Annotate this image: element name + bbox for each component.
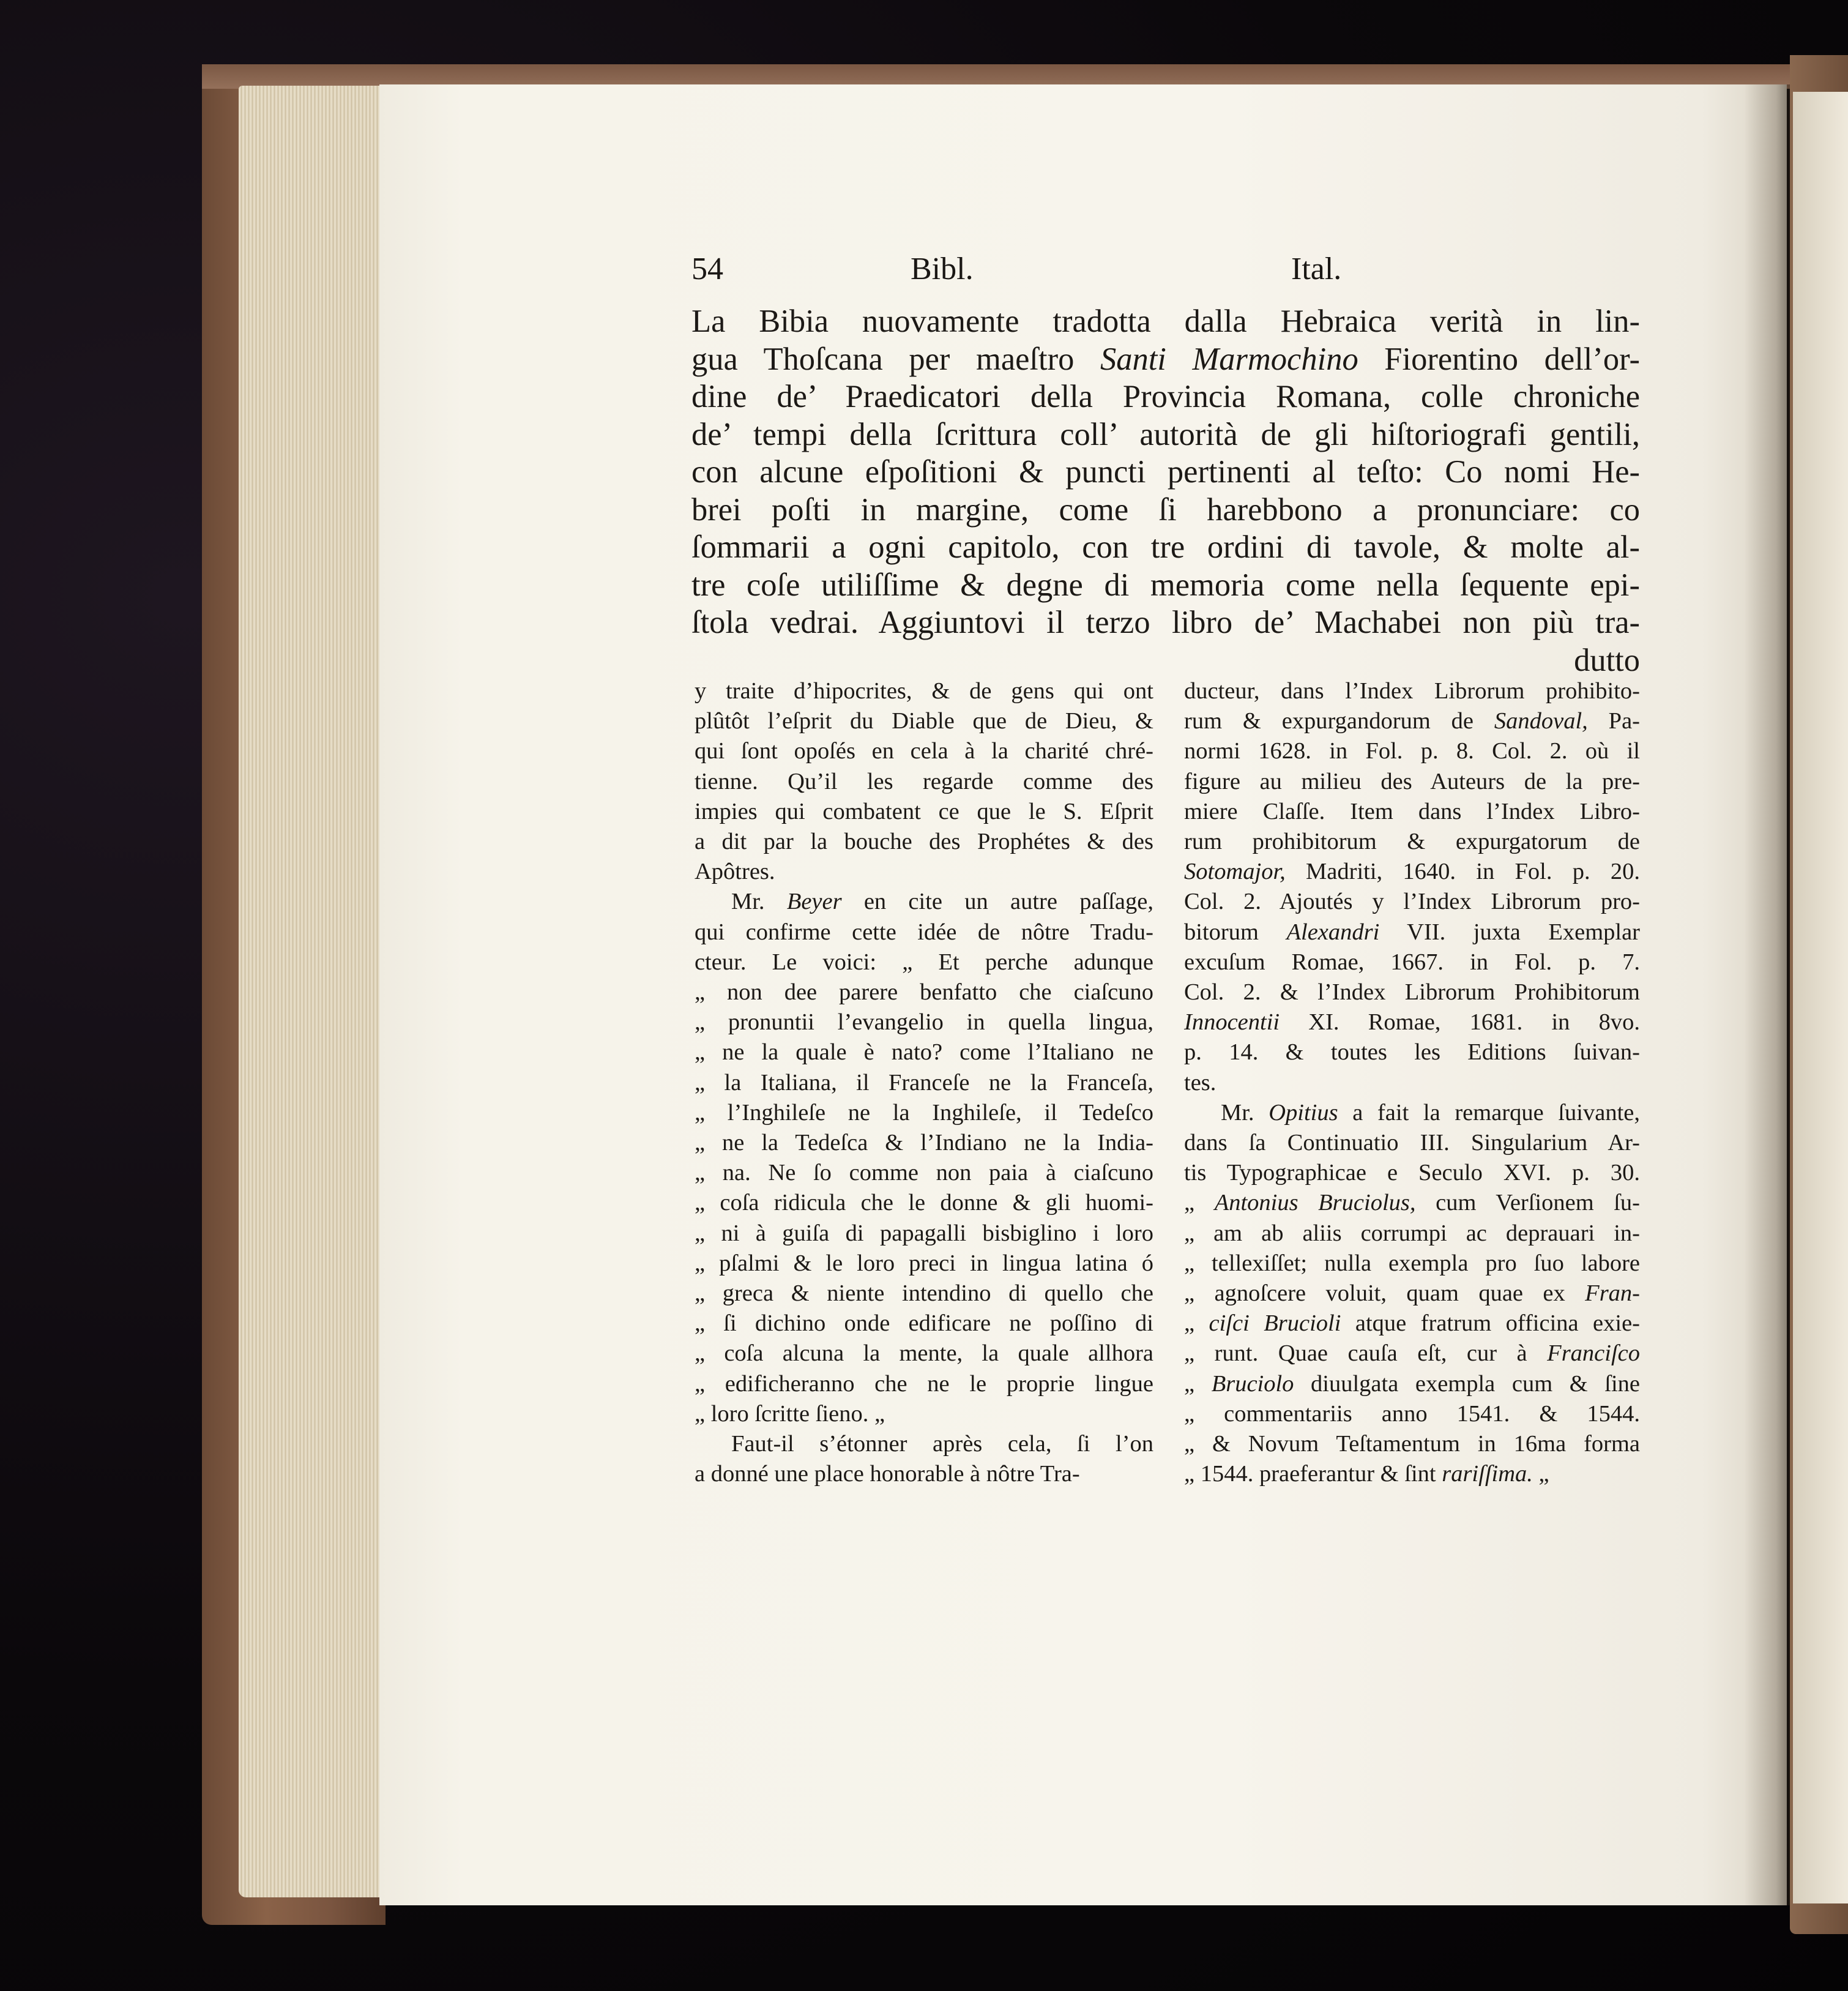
text-line: figure au milieu des Auteurs de la pre- (1184, 768, 1640, 794)
text-line: „ commentariis anno 1541. & 1544. (1184, 1400, 1640, 1427)
text-line: „ tellexiſſet; nulla exempla pro ſuo labore (1184, 1250, 1640, 1276)
text-line: „ ne la Tedeſca & l’Indiano ne la India- (695, 1130, 1153, 1156)
right-column (1184, 676, 1640, 1489)
text-line: Col. 2. Ajoutés y l’Index Librorum pro- (1184, 889, 1640, 915)
text-line: La Bibia nuovamente tradotta dalla Hebraica verità in lin- (691, 304, 1640, 339)
page-number: 54 (691, 252, 723, 286)
text-line: „ non dee parere benfatto che ciaſcuno (695, 979, 1153, 1006)
text-line: y traite d’hipocrites, & de gens qui ont (695, 678, 1153, 704)
text-line: plûtôt l’eſprit du Diable que de Dieu, & (695, 708, 1153, 734)
text-line: „ Antonius Bruciolus, cum Verſionem ſu- (1184, 1190, 1641, 1216)
text-line: ducteur, dans l’Index Librorum prohibito- (1184, 678, 1640, 704)
text-line: tis Typographicae e Seculo XVI. p. 30. (1184, 1160, 1640, 1186)
text-line: „ ne la quale è nato? come l’Italiano ne (695, 1039, 1153, 1066)
text-line: tienne. Qu’il les regarde comme des (695, 768, 1153, 794)
text-line: Col. 2. & l’Index Librorum Prohibitorum (1184, 979, 1640, 1006)
text-line: „ 1544. praeferantur & ſint rariſſima. „ (1184, 1461, 1549, 1487)
text-line: „ l’Inghileſe ne la Inghileſe, il Tedeſco (695, 1099, 1153, 1126)
text-line: „ loro ſcritte ſieno. „ (695, 1400, 885, 1427)
text-line: cteur. Le voici: „ Et perche adunque (695, 949, 1153, 975)
text-line: miere Claſſe. Item dans l’Index Libro- (1184, 798, 1640, 824)
text-line: excuſum Romae, 1667. in Fol. p. 7. (1184, 949, 1640, 975)
text-line: rum & expurgandorum de Sandoval, Pa- (1184, 708, 1640, 734)
text-line: brei poſti in margine, come ſi harebbono a pronunciare: co (691, 491, 1640, 528)
text-line: dine de’ Praedicatori della Provincia Romana, colle chroniche (691, 379, 1640, 414)
text-line: „ ſi dichino onde edificare ne poſſino di (695, 1310, 1153, 1337)
text-line: Faut-il s’étonner après cela, ſi l’on (731, 1431, 1153, 1457)
text-line: Sotomajor, Madriti, 1640. in Fol. p. 20. (1184, 859, 1640, 885)
text-line: gua Thoſcana per maeſtro Santi Marmochino Fiorentino dell’or- (691, 341, 1641, 377)
text-line: „ ni à guiſa di papagalli bisbiglino i loro (695, 1220, 1153, 1246)
text-line: Mr. Beyer en cite un autre paſſage, (731, 889, 1153, 915)
text-line: „ agnoſcere voluit, quam quae ex Fran- (1184, 1280, 1640, 1307)
gutter-shadow (1744, 84, 1790, 1905)
text-line: qui confirme cette idée de nôtre Tradu- (695, 919, 1153, 945)
text-line: „ runt. Quae cauſa eſt, cur à Franciſco (1184, 1340, 1640, 1367)
text-line: „ Bruciolo diuulgata exempla cum & ſine (1184, 1370, 1641, 1397)
page-edges (239, 86, 379, 1897)
left-column (695, 676, 1153, 1489)
bible-entry-title (691, 303, 1640, 679)
text-line: qui ſont opoſés en cela à la charité chré- (695, 738, 1153, 764)
text-line: „ & Novum Teſtamentum in 16ma forma (1184, 1431, 1640, 1457)
text-line: tre coſe utiliſſime & degne di memoria come nella ſequente epi- (691, 567, 1640, 603)
text-line: „ pronuntii l’evangelio in quella lingua, (695, 1009, 1153, 1036)
text-line: impies qui combatent ce que le S. Eſprit (695, 798, 1153, 824)
text-line: bitorum Alexandri VII. juxta Exemplar (1184, 919, 1641, 945)
text-line: „ la Italiana, il Franceſe ne la Franceſa, (695, 1069, 1153, 1096)
text-line: con alcune eſpoſitioni & puncti pertinenti al teſto: Co nomi He- (691, 454, 1640, 490)
text-line: de’ tempi della ſcrittura coll’ autorità de gli hiſtoriografi gentili, (691, 416, 1640, 452)
text-line: „ pſalmi & le loro preci in lingua latina ó (695, 1250, 1153, 1276)
text-line: „ ciſci Brucioli atque fratrum officina exie- (1184, 1310, 1640, 1337)
text-line: Mr. Opitius a fait la remarque ſuivante, (1221, 1099, 1640, 1126)
text-line: dans ſa Continuatio III. Singularium Ar- (1184, 1130, 1640, 1156)
text-line: ſtola vedrai. Aggiuntovi il terzo libro de’ Machabei non più tra- (691, 605, 1640, 640)
running-head-right: Ital. (1291, 252, 1342, 286)
text-line: tes. (1184, 1069, 1216, 1096)
text-line: Apôtres. (695, 859, 775, 885)
text-line: rum prohibitorum & expurgatorum de (1184, 829, 1640, 855)
text-line: „ na. Ne ſo comme non paia à ciaſcuno (695, 1160, 1153, 1186)
text-line: a donné une place honorable à nôtre Tra- (695, 1461, 1080, 1487)
text-line: a dit par la bouche des Prophétes & des (695, 829, 1153, 855)
text-line: „ coſa alcuna la mente, la quale allhora (695, 1340, 1153, 1367)
text-line: „ greca & niente intendino di quello che (695, 1280, 1153, 1307)
text-line: Innocentii XI. Romae, 1681. in 8vo. (1184, 1009, 1640, 1036)
running-head-left: Bibl. (911, 252, 974, 286)
text-line: p. 14. & toutes les Editions ſuivan- (1184, 1039, 1640, 1066)
text-line: „ edificheranno che ne le proprie lingue (695, 1370, 1153, 1397)
text-line: „ coſa ridicula che le donne & gli huomi- (695, 1190, 1153, 1216)
text-line: „ am ab aliis corrumpi ac deprauari in- (1184, 1220, 1640, 1246)
text-line: dutto (1574, 642, 1640, 678)
text-line: normi 1628. in Fol. p. 8. Col. 2. où il (1184, 738, 1640, 764)
facing-page-edge (1793, 92, 1848, 1903)
text-line: ſommarii a ogni capitolo, con tre ordini di tavole, & molte al- (691, 529, 1640, 565)
